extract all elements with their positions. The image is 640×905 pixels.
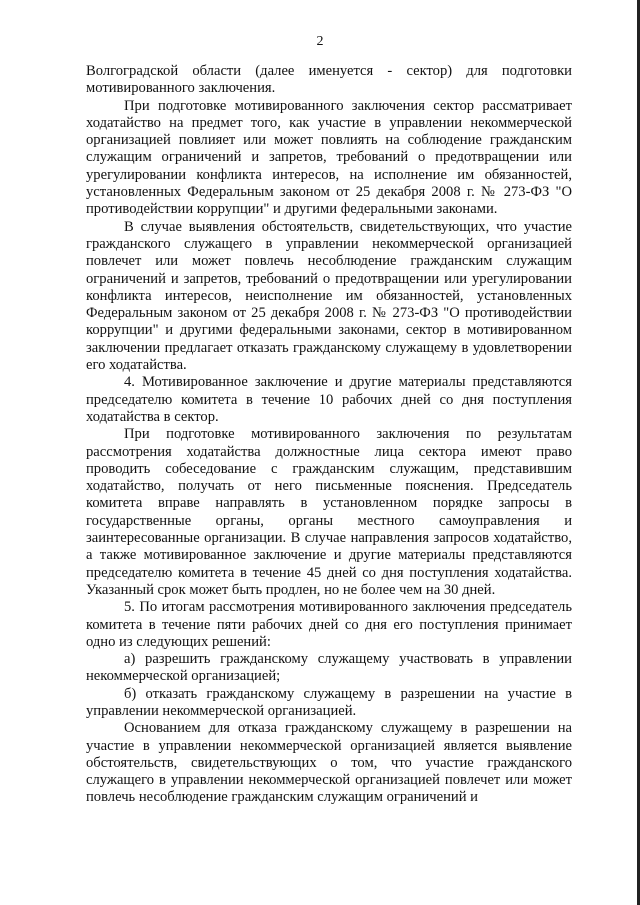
paragraph-decision-b: б) отказать гражданскому служащему в разрешении на участие в управлении некоммерческой организацией. bbox=[86, 685, 572, 719]
paragraph-decision-a: а) разрешить гражданскому служащему участвовать в управлении некоммерческой организацией; bbox=[86, 651, 572, 685]
paragraph-item-4: 4. Мотивированное заключение и другие материалы представляются председателю комитета в течение 10 рабочих дней со дня поступления ходатайства в сектор. bbox=[86, 374, 572, 425]
paragraph-circumstances: В случае выявления обстоятельств, свидетельствующих, что участие гражданского служащего в управлении некоммерческой организацией повлечет или может повлечь несоблюдение гражданским служащим ограничений и запретов, требований о предотвращении или урегулировании конфликта интересов, неисполнение им обязанностей, установленных Федеральным законом от 25 декабря 2008 г. № 273-ФЗ "О противодействии коррупции" и другими федеральными законами, сектор в мотивированном заключении предлагает отказать гражданскому служащему в удовлетворении его ходатайства. bbox=[86, 218, 572, 374]
paragraph-conclusion-review: При подготовке мотивированного заключения сектор рассматривает ходатайство на предмет того, как участие в управлении некоммерческой организацией повлияет или может повлиять на соблюдение гражданским служащим ограничений и запретов, требований о предотвращении или урегулировании конфликта интересов, на исполнение им обязанностей, установленных Федеральным законом от 25 декабря 2008 г. № 273-ФЗ "О противодействии коррупции" и другими федеральными законами. bbox=[86, 97, 572, 218]
paragraph-refusal-grounds: Основанием для отказа гражданскому служащему в разрешении на участие в управлении некоммерческой организацией является выявление обстоятельств, свидетельствующих о том, что участие гражданского служащего в управлении некоммерческой организацией повлечет или может повлечь несоблюдение гражданским служащим ограничений и bbox=[86, 720, 572, 806]
paragraph-preparation-rights: При подготовке мотивированного заключения по результатам рассмотрения ходатайства должностные лица сектора имеют право проводить собеседование с гражданским служащим, представившим ходатайство, получать от него письменные пояснения. Председатель комитета вправе направлять в установленном порядке запросы в государственные органы, органы местного самоуправления и заинтересованные организации. В случае направления запросов ходатайство, а также мотивированное заключение и другие материалы представляются председателю комитета в течение 45 дней со дня поступления ходатайства. Указанный срок может быть продлен, но не более чем на 30 дней. bbox=[86, 426, 572, 598]
paragraph-continuation: Волгоградской области (далее именуется - сектор) для подготовки мотивированного заключения. bbox=[86, 63, 572, 97]
paragraph-item-5: 5. По итогам рассмотрения мотивированного заключения председатель комитета в течение пяти рабочих дней со дня его поступления принимает одно из следующих решений: bbox=[86, 599, 572, 650]
page-number: 2 bbox=[316, 34, 324, 49]
document-body bbox=[86, 63, 572, 807]
